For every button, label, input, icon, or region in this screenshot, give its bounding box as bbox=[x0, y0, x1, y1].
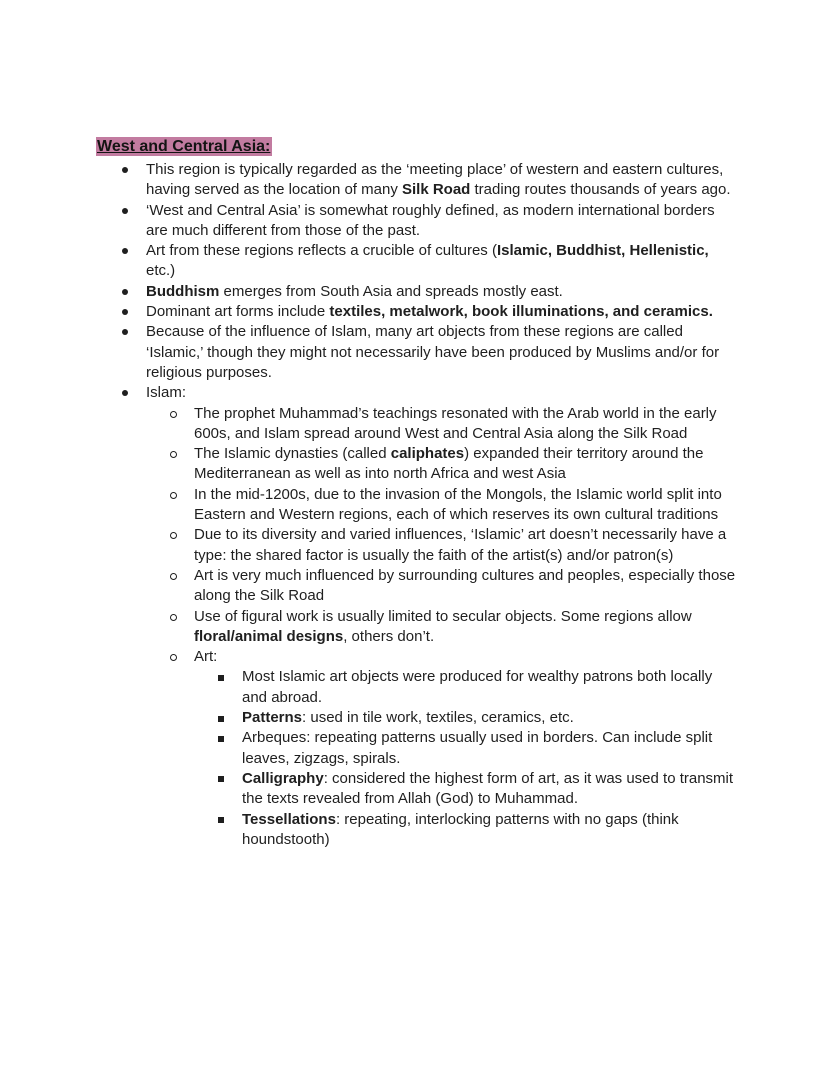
circle-bullet-icon bbox=[170, 485, 194, 499]
square-bullet-icon bbox=[218, 708, 242, 722]
circle-bullet-icon bbox=[170, 525, 194, 539]
list-item bbox=[96, 160, 736, 201]
list-item bbox=[96, 566, 736, 607]
square-bullet-icon bbox=[218, 769, 242, 783]
list-item bbox=[96, 667, 736, 708]
list-item bbox=[96, 647, 736, 667]
list-item-text: The prophet Muhammad’s teachings resonated with the Arab world in the early 600s, and Islam spread around West and Central Asia along the Silk Road bbox=[194, 404, 717, 442]
square-bullet-icon bbox=[218, 667, 242, 681]
list-item bbox=[96, 728, 736, 769]
list-item bbox=[96, 282, 736, 302]
list-item-text: Arbeques: repeating patterns usually used in borders. Can include split leaves, zigzags, spirals. bbox=[242, 729, 713, 767]
list-item bbox=[96, 302, 736, 322]
list-item-text: Use of figural work is usually limited to secular objects. Some regions allow floral/animal designs, others don’t. bbox=[194, 607, 692, 645]
list-item bbox=[96, 485, 736, 526]
list-item-text: The Islamic dynasties (called caliphates) expanded their territory around the Mediterranean as well as into north Africa and west Asia bbox=[194, 445, 704, 483]
list-item bbox=[96, 708, 736, 728]
list-item bbox=[96, 769, 736, 810]
list-item-text: Dominant art forms include textiles, metalwork, book illuminations, and ceramics. bbox=[146, 303, 713, 321]
disc-bullet-icon bbox=[122, 241, 146, 254]
page-title: West and Central Asia: bbox=[97, 138, 271, 155]
list-item bbox=[96, 444, 736, 485]
circle-bullet-icon bbox=[170, 404, 194, 418]
list-item-text: Tessellations: repeating, interlocking patterns with no gaps (think houndstooth) bbox=[242, 810, 679, 848]
circle-bullet-icon bbox=[170, 607, 194, 621]
list-item-text: In the mid-1200s, due to the invasion of the Mongols, the Islamic world split into Eastern and Western regions, each of which reserves its own cultural traditions bbox=[194, 485, 722, 524]
list-item-text: Due to its diversity and varied influences, ‘Islamic’ art doesn’t necessarily have a type: the shared factor is usually the faith of the artist(s) and/or patron(s) bbox=[194, 526, 727, 564]
disc-bullet-icon bbox=[122, 282, 146, 295]
circle-bullet-icon bbox=[170, 444, 194, 458]
square-bullet-icon bbox=[218, 810, 242, 824]
list-item-text: Art is very much influenced by surrounding cultures and peoples, especially those along the Silk Road bbox=[194, 566, 736, 605]
list-item-text: Most Islamic art objects were produced for wealthy patrons both locally and abroad. bbox=[242, 668, 713, 706]
disc-bullet-icon bbox=[122, 383, 146, 396]
list-item-text: Patterns: used in tile work, textiles, ceramics, etc. bbox=[242, 709, 574, 727]
list-item-text: Calligraphy: considered the highest form of art, as it was used to transmit the texts revealed from Allah (God) to Muhammad. bbox=[242, 769, 734, 808]
bullet-list bbox=[96, 160, 736, 850]
document-content bbox=[96, 136, 736, 850]
list-item-text: ‘West and Central Asia’ is somewhat roughly defined, as modern international borders are much different from those of the past. bbox=[146, 201, 715, 239]
disc-bullet-icon bbox=[122, 302, 146, 315]
list-item bbox=[96, 322, 736, 383]
list-item-text: Buddhism emerges from South Asia and spreads mostly east. bbox=[146, 282, 563, 300]
list-item bbox=[96, 241, 736, 282]
list-item-text: Art from these regions reflects a crucible of cultures (Islamic, Buddhist, Hellenistic, etc.) bbox=[146, 242, 709, 280]
disc-bullet-icon bbox=[122, 201, 146, 214]
list-item bbox=[96, 607, 736, 648]
list-item bbox=[96, 201, 736, 242]
square-bullet-icon bbox=[218, 728, 242, 742]
circle-bullet-icon bbox=[170, 647, 194, 661]
disc-bullet-icon bbox=[122, 322, 146, 335]
list-item bbox=[96, 525, 736, 566]
list-item bbox=[96, 383, 736, 403]
heading-line bbox=[96, 136, 736, 158]
list-item-text: Islam: bbox=[146, 384, 187, 402]
list-item-text: Art: bbox=[194, 648, 218, 666]
list-item bbox=[96, 404, 736, 445]
list-item-text: Because of the influence of Islam, many art objects from these regions are called ‘Islamic,’ though they might not necessarily have been produced by Muslims and/or for religious purposes. bbox=[146, 323, 720, 381]
circle-bullet-icon bbox=[170, 566, 194, 580]
list-item bbox=[96, 810, 736, 851]
disc-bullet-icon bbox=[122, 160, 146, 173]
list-item-text: This region is typically regarded as the ‘meeting place’ of western and eastern cultures, having served as the location of many Silk Road trading routes thousands of years ago. bbox=[146, 161, 731, 199]
